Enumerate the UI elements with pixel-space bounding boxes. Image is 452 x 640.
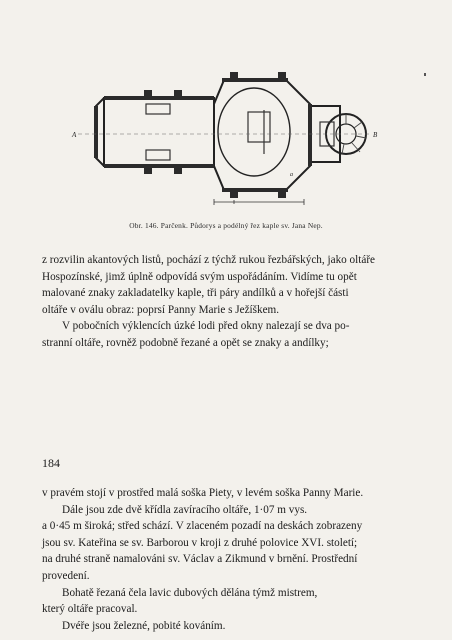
text-line: Dvéře jsou železné, pobité kováním. — [62, 619, 226, 632]
text-line: Bohatě řezaná čela lavic dubových dělána týmž mistrem, — [62, 586, 318, 599]
text-line: provedení. — [42, 569, 90, 582]
text-line: oltáře v oválu obraz: poprsí Panny Marie s Ježíškem. — [42, 303, 280, 316]
nave-outline — [104, 98, 214, 166]
oval-chamber — [218, 88, 290, 176]
label-b-right: B — [373, 131, 378, 139]
scan-speck — [424, 73, 426, 76]
label-a-left: A — [72, 131, 77, 139]
text-block-bottom — [42, 485, 418, 634]
text-line: jsou sv. Kateřina se sv. Barborou v kroji z druhé polovice XVI. století; — [42, 536, 358, 549]
text-line: a 0·45 m široká; střed schází. V zlaceném pozadí na deskách zobrazeny — [42, 520, 363, 533]
text-line: Hospozínské, jimž úplně odpovídá svým uspořádáním. Vidíme tu opět — [42, 270, 357, 283]
text-block-top — [42, 252, 418, 352]
scale-bar — [214, 199, 304, 205]
text-line: v pravém stojí v prostřed malá soška Piety, v levém soška Panny Marie. — [42, 487, 364, 499]
text-line: malované znaky zakladatelky kaple, tři páry andílků a v hořejší části — [42, 287, 349, 300]
floor-plan-drawing — [64, 70, 384, 210]
text-line: Dále jsou zde dvě křídla zavíracího oltáře, 1·07 m vys. — [62, 503, 308, 516]
text-line: V pobočních výklencích úzké lodi před okny nalezají se dva po- — [62, 320, 350, 333]
label-a-small: a — [290, 172, 293, 178]
floor-plan-figure — [64, 70, 384, 210]
octagon-outline — [214, 80, 310, 190]
text-line: z rozvilin akantových listů, pochází z týchž rukou řezbářských, jako oltáře — [42, 254, 376, 266]
text-line: který oltáře pracoval. — [42, 603, 138, 616]
text-line: na druhé straně namalováni sv. Václav a Zikmund v brnění. Prostřední — [42, 553, 358, 566]
page-number: 184 — [42, 456, 60, 470]
text-line: stranní oltáře, rovněž podobně řezané a opět se znaky a andílky; — [42, 336, 329, 349]
figure-caption: Obr. 146. Parčenk. Půdorys a podélný řez kaple sv. Jana Nep. — [129, 221, 323, 230]
